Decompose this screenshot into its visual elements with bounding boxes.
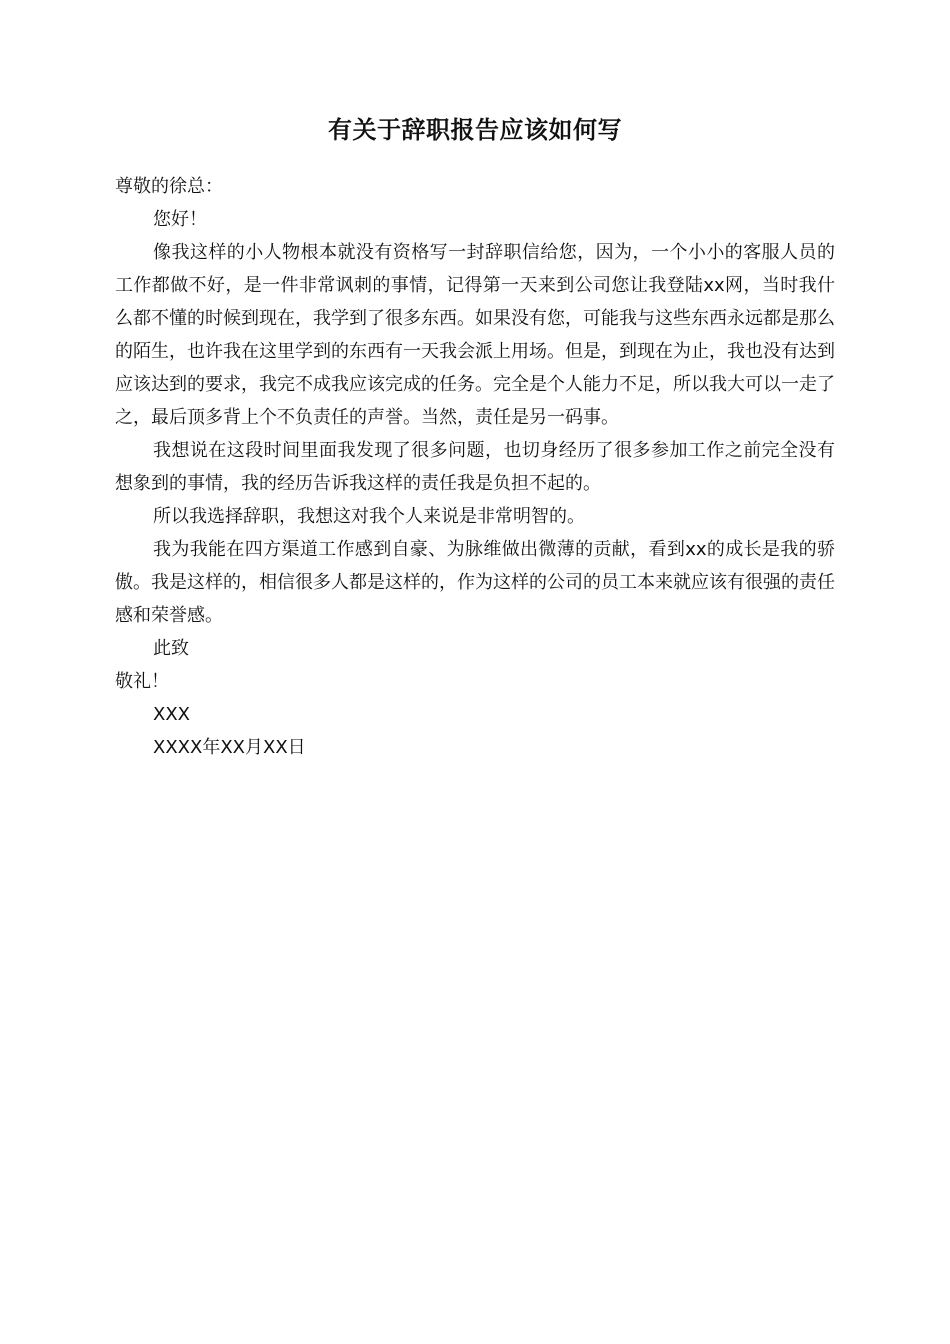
greeting: 您好！ [153,209,207,230]
salutation: 尊敬的徐总： [115,176,223,197]
closing-respect: 敬礼！ [115,671,169,692]
paragraph-1: 像我这样的小人物根本就没有资格写一封辞职信给您，因为，一个小小的客服人员的工作都做不好，是一件非常讽刺的事情，记得第一天来到公司您让我登陆xx网，当时我什么都不懂的时候到现在，我学到了很多东西。如果没有您，可能我与这些东西永远都是那么的陌生，也许我在这里学到的东西有一天我会派上用场。但是，到现在为止，我也没有达到应该达到的要求，我完不成我应该完成的任务。完全是个人能力不足，所以我大可以一走了之，最后顶多背上个不负责任的声誉。当然，责任是另一码事。 [115,242,835,428]
signature: XXX [153,704,190,725]
date: XXXX年XX月XX日 [153,737,306,758]
paragraph-2: 我想说在这段时间里面我发现了很多问题，也切身经历了很多参加工作之前完全没有想象到的事情，我的经历告诉我这样的责任我是负担不起的。 [115,440,835,494]
paragraph-4: 我为我能在四方渠道工作感到自豪、为脉维做出微薄的贡献，看到xx的成长是我的骄傲。我是这样的，相信很多人都是这样的，作为这样的公司的员工本来就应该有很强的责任感和荣誉感。 [115,539,835,626]
letter-body [115,170,835,764]
closing: 此致 [153,638,189,659]
document-title: 有关于辞职报告应该如何写 [328,116,622,144]
paragraph-3: 所以我选择辞职，我想这对我个人来说是非常明智的。 [153,506,585,527]
